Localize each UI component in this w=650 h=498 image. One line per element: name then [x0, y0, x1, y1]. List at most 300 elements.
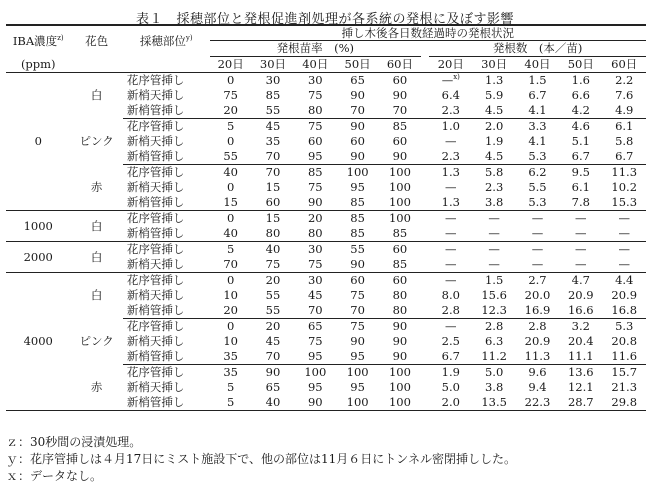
count-cell: 9.6 — [528, 365, 547, 379]
count-cell: 2.8 — [528, 319, 547, 333]
part-cell: 新梢管挿し — [123, 195, 210, 211]
count-cell: 5.9 — [484, 88, 504, 102]
count-cell: — — [559, 226, 602, 242]
count-cell: 11.2 — [472, 349, 515, 365]
rate-cell: 20 — [265, 319, 281, 333]
table-row — [6, 211, 646, 227]
rate-cell: 20 — [307, 211, 323, 225]
color-header: 花色 — [70, 25, 122, 57]
rate-cell: 75 — [307, 180, 323, 194]
table-row — [6, 242, 646, 258]
count-cell: — — [445, 319, 457, 333]
count-cell: — — [429, 257, 472, 273]
rate-cell: 55 — [210, 149, 252, 165]
rate-cell: 80 — [252, 226, 294, 242]
part-cell: 花序管挿し — [126, 165, 185, 179]
count-cell: — — [618, 211, 630, 225]
footnote-y: ｙ：花序管挿しは４月17日にミスト施設下で、他の部位は11月６日にトンネル密閉挿しした。 — [6, 452, 516, 466]
count-cell: 6.3 — [484, 334, 504, 348]
rate-cell: 60 — [350, 134, 365, 148]
part-cell: 新梢管挿し — [123, 303, 210, 319]
part-cell: 新梢天挿し — [126, 288, 185, 302]
part-footnote-mark: y) — [185, 34, 193, 43]
spacer-cell — [421, 349, 429, 365]
part-cell: 花序管挿し — [126, 365, 185, 379]
status-span-header: 挿し木後各日数経過時の発根状況 — [210, 25, 646, 41]
table-row — [6, 273, 646, 289]
spacer-cell — [421, 226, 429, 242]
rate-cell: 30 — [265, 73, 281, 87]
table-row — [6, 119, 646, 135]
rate-cell: 95 — [294, 349, 336, 365]
rate-cell: 75 — [223, 88, 238, 102]
count-cell: 2.7 — [528, 273, 547, 287]
rate-day-header: 60日 — [379, 57, 421, 73]
count-cell: — — [559, 257, 602, 273]
spacer-cell — [421, 165, 429, 181]
spacer-cell — [421, 211, 429, 227]
count-cell: 16.8 — [602, 303, 646, 319]
spacer-cell — [421, 73, 429, 89]
count-cell: 13.6 — [567, 365, 594, 379]
table-row — [6, 165, 646, 181]
spacer-cell — [421, 195, 429, 211]
part-cell: 新梢管挿し — [123, 349, 210, 365]
count-cell: — — [488, 242, 500, 256]
count-cell: 4.7 — [571, 273, 590, 287]
footnote-x: ｘ：データなし。 — [6, 469, 103, 483]
rate-cell: 95 — [294, 149, 336, 165]
rate-cell: 55 — [265, 288, 281, 302]
count-cell: 5.1 — [571, 134, 590, 148]
part-cell: 新梢管挿し — [123, 149, 210, 165]
count-day-header: 40日 — [516, 57, 559, 73]
rate-cell: 0 — [227, 273, 235, 287]
rate-cell: 85 — [336, 195, 378, 211]
count-day-header: 30日 — [472, 57, 515, 73]
count-cell: — — [618, 242, 630, 256]
rate-cell: 100 — [388, 180, 411, 194]
rate-cell: 70 — [294, 303, 336, 319]
spacer-cell — [421, 134, 429, 149]
count-cell: 6.2 — [528, 165, 547, 179]
count-cell: 3.2 — [571, 319, 590, 333]
part-cell: 花序管挿し — [126, 273, 185, 287]
rate-cell: 90 — [336, 149, 378, 165]
part-header-label: 採穂部位 — [139, 34, 186, 49]
part-cell: 新梢天挿し — [126, 134, 185, 148]
count-cell: 10.2 — [611, 180, 638, 194]
table-row — [6, 319, 646, 335]
spacer-cell — [421, 103, 429, 119]
part-cell: 新梢管挿し — [123, 395, 210, 411]
count-cell: 1.0 — [441, 119, 460, 133]
rate-cell: 100 — [379, 195, 421, 211]
count-cell: — — [445, 180, 457, 194]
rate-cell: 70 — [265, 165, 281, 179]
rate-cell: 10 — [223, 288, 238, 302]
rate-cell: 10 — [223, 334, 238, 348]
count-cell: 5.3 — [516, 149, 559, 165]
rate-cell: 40 — [210, 226, 252, 242]
rate-cell: 70 — [210, 257, 252, 273]
count-cell: 11.1 — [559, 349, 602, 365]
rate-cell: 15 — [265, 180, 281, 194]
part-cell: 新梢天挿し — [123, 257, 210, 273]
count-cell: 4.1 — [516, 103, 559, 119]
count-cell: 3.8 — [484, 380, 504, 394]
spacer-cell — [421, 242, 429, 258]
spacer-cell — [421, 257, 429, 273]
count-cell: — — [472, 226, 515, 242]
count-day-header: 50日 — [559, 57, 602, 73]
part-cell: 新梢管挿し — [123, 226, 210, 242]
count-day-header: 60日 — [602, 57, 646, 73]
rate-cell: 5 — [227, 242, 235, 256]
rate-cell: 45 — [265, 119, 281, 133]
iba-cell: 4000 — [6, 273, 70, 411]
count-cell: — — [575, 211, 587, 225]
iba-cell: 2000 — [6, 242, 70, 273]
count-cell: — — [488, 211, 500, 225]
count-cell: — — [445, 273, 457, 287]
rate-cell: 100 — [346, 165, 369, 179]
count-cell: 11.6 — [602, 349, 646, 365]
rate-cell: 65 — [350, 73, 365, 87]
rate-cell: 90 — [350, 88, 365, 102]
rate-day-header: 30日 — [252, 57, 294, 73]
rate-cell: 40 — [265, 242, 281, 256]
rate-cell: 75 — [252, 257, 294, 273]
rate-cell: 70 — [252, 149, 294, 165]
spacer-cell — [421, 365, 429, 381]
rate-cell: 55 — [350, 242, 365, 256]
count-cell: 5.0 — [484, 365, 504, 379]
rate-cell: 60 — [392, 134, 408, 148]
part-cell: 花序管挿し — [126, 211, 185, 225]
rate-cell: 80 — [294, 226, 336, 242]
footnotes — [6, 434, 646, 485]
rate-cell: 100 — [388, 165, 411, 179]
rate-cell: 55 — [252, 103, 294, 119]
count-cell: 1.9 — [484, 134, 504, 148]
count-value: — — [441, 73, 454, 87]
rate-cell: 95 — [350, 180, 365, 194]
part-cell: 新梢天挿し — [126, 334, 185, 348]
rate-cell: 90 — [294, 195, 336, 211]
rate-cell: 90 — [379, 349, 421, 365]
rate-cell: 90 — [336, 257, 378, 273]
count-group-header: 発根数 (本／苗) — [429, 41, 646, 57]
iba-footnote-mark: z) — [57, 34, 64, 43]
count-cell: 1.3 — [429, 195, 472, 211]
rate-cell: 20 — [265, 273, 281, 287]
count-cell: 20.9 — [567, 288, 594, 302]
rate-cell: 65 — [265, 380, 281, 394]
rate-cell: 40 — [252, 395, 294, 411]
count-cell: 1.9 — [441, 365, 460, 379]
footnote-z: ｚ：30秒間の浸漬処理。 — [6, 435, 142, 449]
rate-cell: 30 — [307, 273, 323, 287]
rate-cell: 70 — [252, 349, 294, 365]
rate-cell: 85 — [350, 211, 365, 225]
count-cell: 2.3 — [429, 103, 472, 119]
rate-cell: 65 — [307, 319, 323, 333]
count-cell: 2.5 — [441, 334, 460, 348]
iba-unit: (ppm) — [6, 57, 70, 73]
rate-cell: 85 — [336, 226, 378, 242]
count-day-header: 20日 — [429, 57, 472, 73]
count-cell: 4.4 — [615, 273, 634, 287]
rate-cell: 60 — [350, 273, 365, 287]
count-cell: 11.3 — [516, 349, 559, 365]
table-body — [6, 73, 646, 411]
rate-cell: 35 — [223, 365, 238, 379]
rate-cell: 100 — [336, 395, 378, 411]
rate-cell: 70 — [336, 103, 378, 119]
rate-cell: 85 — [307, 165, 323, 179]
count-cell: 4.6 — [571, 119, 590, 133]
count-cell: 7.8 — [559, 195, 602, 211]
count-cell: — — [429, 226, 472, 242]
rate-cell: 35 — [265, 134, 281, 148]
count-cell: — — [445, 211, 457, 225]
rate-cell: 80 — [379, 303, 421, 319]
count-cell: 13.5 — [472, 395, 515, 411]
count-cell: 4.5 — [472, 149, 515, 165]
part-cell: 新梢天挿し — [126, 180, 185, 194]
rate-cell: 40 — [223, 165, 238, 179]
part-header — [123, 25, 210, 57]
count-cell: 5.3 — [615, 319, 634, 333]
count-cell: 12.1 — [567, 380, 594, 394]
rate-cell: 60 — [392, 73, 408, 87]
count-cell: 16.9 — [516, 303, 559, 319]
rate-cell: 75 — [350, 319, 365, 333]
table-row — [6, 365, 646, 381]
rate-cell: 0 — [227, 211, 235, 225]
rate-cell: 80 — [294, 103, 336, 119]
count-cell: 5.8 — [615, 134, 634, 148]
count-cell: 2.8 — [429, 303, 472, 319]
rate-cell: 60 — [307, 134, 323, 148]
color-cell: 白 — [70, 242, 122, 273]
count-cell: 3.3 — [528, 119, 547, 133]
color-cell: 赤 — [70, 165, 122, 211]
count-cell: 4.5 — [472, 103, 515, 119]
rate-cell: 15 — [265, 211, 281, 225]
count-cell: — — [575, 242, 587, 256]
rate-cell: 75 — [307, 88, 323, 102]
count-cell: 22.3 — [516, 395, 559, 411]
rate-cell: 0 — [227, 180, 235, 194]
rate-cell: 20 — [210, 303, 252, 319]
iba-cell: 1000 — [6, 211, 70, 242]
count-cell: 2.3 — [429, 149, 472, 165]
rate-cell: 15 — [210, 195, 252, 211]
no-data-footnote-mark: x) — [453, 73, 460, 81]
count-cell: — — [516, 257, 559, 273]
iba-header — [6, 25, 70, 57]
count-cell: 6.4 — [441, 88, 460, 102]
rate-cell: 75 — [307, 334, 323, 348]
spacer-cell — [421, 288, 429, 303]
count-cell: 29.8 — [602, 395, 646, 411]
count-cell: — — [472, 257, 515, 273]
iba-cell: 0 — [6, 73, 70, 211]
count-cell: 9.5 — [571, 165, 590, 179]
count-cell: 4.1 — [528, 134, 547, 148]
count-cell: — — [602, 257, 646, 273]
part-cell: 新梢天挿し — [126, 380, 185, 394]
count-cell: — — [516, 226, 559, 242]
color-cell: ピンク — [79, 134, 114, 148]
count-cell: 2.8 — [484, 319, 504, 333]
count-cell: 21.3 — [611, 380, 638, 394]
rate-cell: 60 — [252, 195, 294, 211]
part-cell: 花序管挿し — [126, 73, 185, 87]
table-title: 表１ 採穂部位と発根促進剤処理が各系統の発根に及ぼす影響 — [135, 12, 514, 27]
count-cell: 6.1 — [615, 119, 634, 133]
count-cell: 9.4 — [528, 380, 547, 394]
table-row — [6, 73, 646, 89]
rate-cell: 5 — [227, 119, 235, 133]
spacer-cell — [421, 319, 429, 335]
count-cell: 5.0 — [441, 380, 460, 394]
rate-cell: 75 — [350, 288, 365, 302]
rate-cell: 20 — [210, 103, 252, 119]
spacer-cell — [421, 88, 429, 103]
color-cell: 白 — [90, 288, 103, 303]
count-cell: 6.7 — [602, 149, 646, 165]
spacer-cell — [421, 180, 429, 195]
rate-cell: 100 — [388, 365, 411, 379]
part-cell: 花序管挿し — [126, 119, 185, 133]
count-cell: 5.5 — [528, 180, 547, 194]
rate-cell: 100 — [304, 365, 327, 379]
count-cell: 1.5 — [528, 73, 547, 87]
spacer-cell — [421, 380, 429, 395]
count-cell: 6.7 — [559, 149, 602, 165]
rate-day-header: 40日 — [294, 57, 336, 73]
rate-cell: 85 — [379, 257, 421, 273]
rate-cell: 55 — [252, 303, 294, 319]
rate-cell: 100 — [379, 395, 421, 411]
part-cell: 新梢管挿し — [123, 103, 210, 119]
rate-cell: 45 — [307, 288, 323, 302]
count-cell: 6.1 — [571, 180, 590, 194]
rate-cell: 90 — [392, 88, 408, 102]
rate-cell: 100 — [388, 211, 411, 225]
count-cell: 7.6 — [615, 88, 634, 102]
table-header — [6, 25, 646, 73]
rate-cell: 60 — [392, 242, 408, 256]
rate-cell: 70 — [336, 303, 378, 319]
rate-cell: 30 — [307, 73, 323, 87]
rate-cell: 90 — [379, 149, 421, 165]
rate-cell: 95 — [336, 349, 378, 365]
count-cell: 3.8 — [472, 195, 515, 211]
rate-cell: 95 — [350, 380, 365, 394]
rate-cell: 100 — [346, 365, 369, 379]
count-cell: 11.3 — [611, 165, 638, 179]
part-cell: 新梢天挿し — [126, 88, 185, 102]
rate-cell: 85 — [265, 88, 281, 102]
rate-cell: 90 — [350, 119, 365, 133]
part-cell: 花序管挿し — [126, 242, 185, 256]
rate-day-header: 50日 — [336, 57, 378, 73]
rate-cell: 60 — [392, 273, 408, 287]
count-cell: 1.3 — [441, 165, 460, 179]
rate-cell: 90 — [392, 334, 408, 348]
count-cell: — — [531, 242, 544, 256]
rooting-table — [6, 24, 646, 411]
count-cell: 20.0 — [524, 288, 551, 302]
count-cell: 4.9 — [602, 103, 646, 119]
spacer-cell — [421, 395, 429, 411]
rate-cell: 0 — [227, 319, 235, 333]
count-cell: 2.0 — [484, 119, 504, 133]
count-cell: 6.6 — [571, 88, 590, 102]
spacer-cell — [421, 149, 429, 165]
count-cell: 8.0 — [441, 288, 460, 302]
spacer-cell — [421, 119, 429, 135]
color-cell: 赤 — [70, 365, 122, 411]
spacer-cell — [421, 303, 429, 319]
spacer-cell — [421, 334, 429, 349]
count-cell: 28.7 — [559, 395, 602, 411]
count-cell: 12.3 — [472, 303, 515, 319]
count-cell: 1.3 — [484, 73, 504, 87]
count-cell: — — [602, 226, 646, 242]
count-cell — [429, 73, 472, 89]
count-cell: — — [445, 134, 457, 148]
color-cell: ピンク — [79, 334, 114, 348]
rate-cell: 30 — [307, 242, 323, 256]
rate-cell: 0 — [227, 73, 235, 87]
count-cell: 20.4 — [567, 334, 594, 348]
count-cell: 5.3 — [516, 195, 559, 211]
count-cell: 15.6 — [481, 288, 507, 302]
iba-header-label: IBA濃度 — [12, 34, 58, 49]
count-cell: 2.3 — [484, 180, 504, 194]
count-cell: 20.8 — [611, 334, 638, 348]
rate-cell: 95 — [307, 380, 323, 394]
rate-cell: 5 — [210, 395, 252, 411]
count-cell: 5.8 — [484, 165, 504, 179]
count-cell: 20.9 — [611, 288, 638, 302]
count-cell: 2.0 — [429, 395, 472, 411]
rate-cell: 90 — [350, 334, 365, 348]
rate-cell: 75 — [294, 257, 336, 273]
color-cell: 白 — [70, 211, 122, 242]
rate-cell: 80 — [392, 288, 408, 302]
rate-group-header: 発根苗率 (%) — [210, 41, 422, 57]
count-cell: 2.2 — [615, 73, 634, 87]
count-cell: — — [531, 211, 544, 225]
count-cell: 6.7 — [429, 349, 472, 365]
rate-cell: 35 — [210, 349, 252, 365]
rate-cell: 85 — [392, 119, 408, 133]
count-cell: 15.3 — [602, 195, 646, 211]
part-cell: 花序管挿し — [126, 319, 185, 333]
rate-cell: 0 — [227, 134, 235, 148]
spacer-cell — [421, 273, 429, 289]
rate-cell: 5 — [227, 380, 235, 394]
rate-cell: 70 — [379, 103, 421, 119]
color-cell: 白 — [90, 88, 103, 103]
rate-cell: 85 — [379, 226, 421, 242]
